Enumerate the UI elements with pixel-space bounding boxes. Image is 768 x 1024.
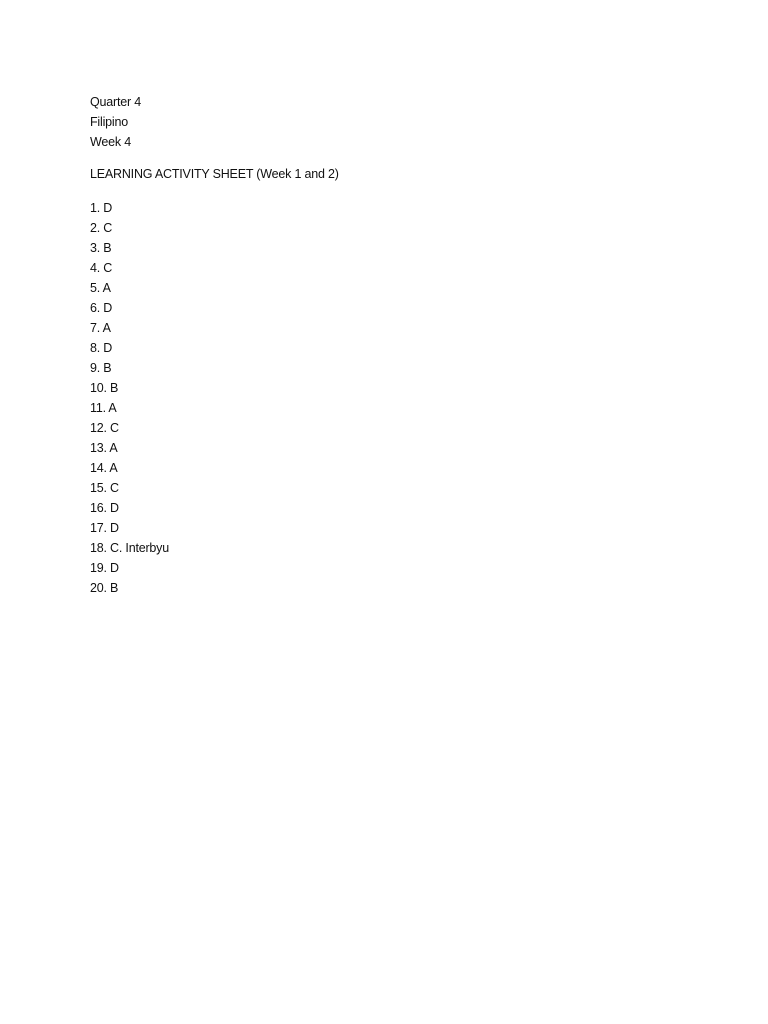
- answer-item: 5. A: [90, 281, 111, 295]
- answer-item: 3. B: [90, 241, 112, 255]
- answer-item: 9. B: [90, 361, 112, 375]
- answer-item: 6. D: [90, 301, 113, 315]
- answer-item: 15. C: [90, 481, 119, 495]
- answer-item: 14. A: [90, 461, 118, 475]
- answer-item: 17. D: [90, 521, 119, 535]
- answer-item: 18. C. Interbyu: [90, 541, 169, 555]
- answer-item: 10. B: [90, 381, 119, 395]
- answer-item: 1. D: [90, 201, 113, 215]
- answer-item: 4. C: [90, 261, 113, 275]
- activity-sheet-title: LEARNING ACTIVITY SHEET (Week 1 and 2): [90, 167, 339, 181]
- document-page: [90, 92, 710, 598]
- answer-item: 7. A: [90, 321, 111, 335]
- answer-item: 16. D: [90, 501, 119, 515]
- answer-item: 20. B: [90, 581, 119, 595]
- week-label: Week 4: [90, 135, 131, 149]
- answer-list: [90, 198, 710, 598]
- answer-item: 19. D: [90, 561, 119, 575]
- answer-item: 12. C: [90, 421, 119, 435]
- quarter-label: Quarter 4: [90, 95, 142, 109]
- answer-item: 11. A: [90, 401, 117, 415]
- subject-label: Filipino: [90, 115, 128, 129]
- answer-item: 13. A: [90, 441, 118, 455]
- answer-item: 2. C: [90, 221, 113, 235]
- answer-item: 8. D: [90, 341, 113, 355]
